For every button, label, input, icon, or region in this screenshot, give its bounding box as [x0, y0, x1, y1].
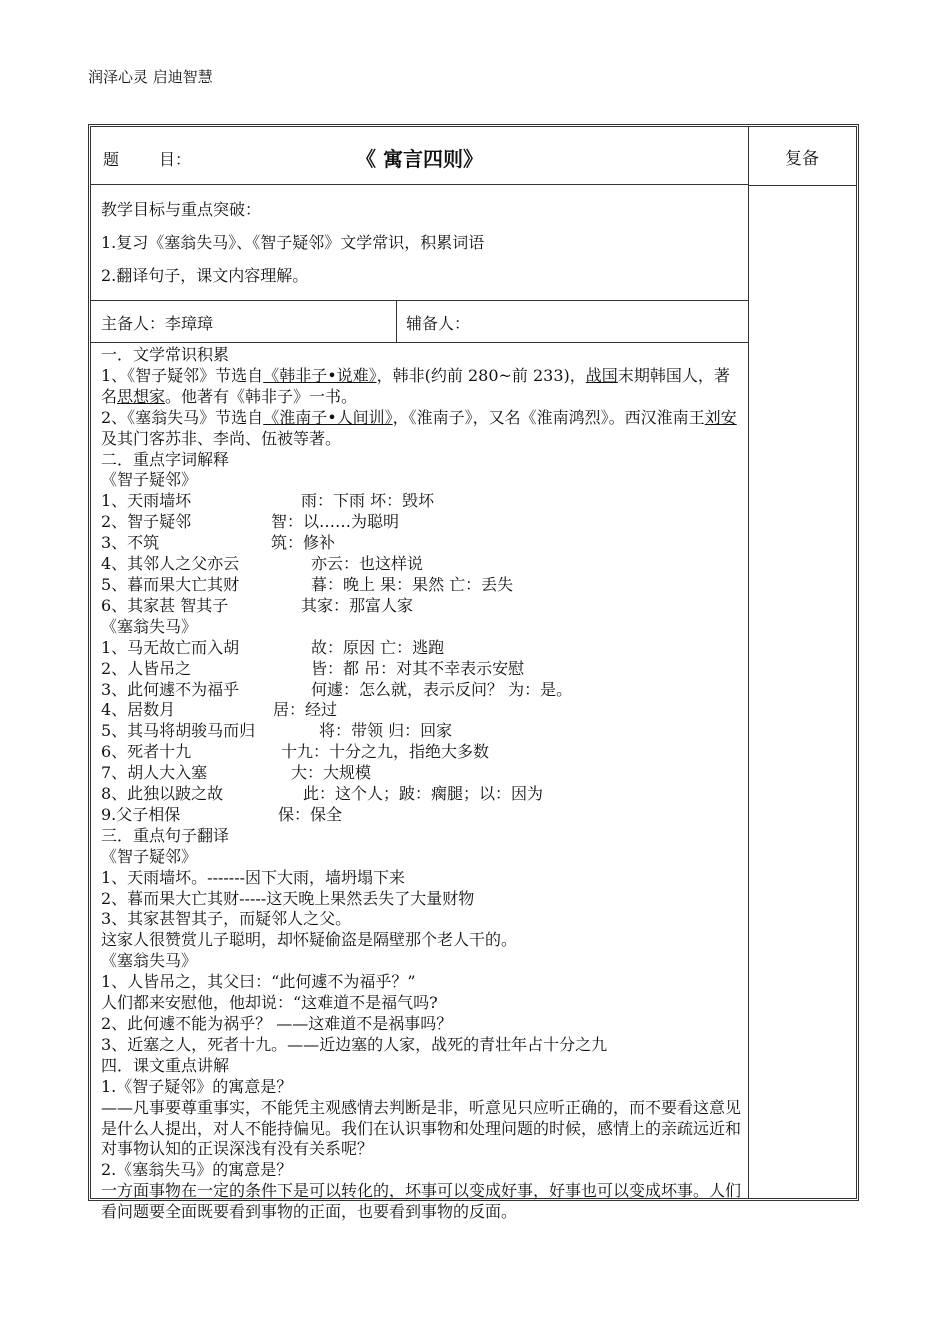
- vocab-item: [101, 575, 741, 596]
- vocab-phrase: 2、人皆吊之: [101, 658, 192, 678]
- vocab-phrase: 2、智子疑邻: [101, 512, 192, 532]
- vocab-phrase: 4、其邻人之父亦云: [101, 554, 240, 574]
- vocab-meaning: 居：经过: [273, 700, 338, 720]
- vocab-phrase: 1、天雨墙坏: [101, 491, 192, 511]
- section-4-question-2: 2.《塞翁失马》的寓意是？: [101, 1160, 293, 1180]
- goal-item-1: 1.复习《塞翁失马》、《智子疑邻》文学常识，积累词语: [101, 233, 485, 252]
- section-1-para-2: 2、《塞翁失马》节选自《淮南子•人间训》，《淮南子》，又名《淮南鸿烈》。西汉淮南王刘安及其门客苏非、李尚、伍被等著。: [101, 407, 737, 448]
- vocab-item: [101, 721, 741, 742]
- section-1-para-1: 1、《智子疑邻》节选自《韩非子•说难》，韩非(约前 280~前 233)，战国末期韩国人，著名思想家。他著有《韩非子》一书。: [101, 365, 730, 406]
- assistant-preparer: 辅备人：: [406, 314, 471, 333]
- goal-item-2: 2.翻译句子，课文内容理解。: [101, 266, 309, 285]
- section-4-answer-2: 一方面事物在一定的条件下是可以转化的，坏事可以变成好事，好事也可以变成坏事。人们看问题要全面既要看到事物的正面，也要看到事物的反面。: [101, 1181, 742, 1222]
- vocab-item: [101, 512, 741, 533]
- translation-line: 1、天雨墙坏。-------因下大雨，墙坍塌下来: [101, 867, 406, 887]
- vocab-phrase: 6、死者十九: [101, 742, 192, 762]
- vocab-phrase: 1、马无故亡而入胡: [101, 637, 240, 657]
- translation-line: 3、近塞之人，死者十九。——近边塞的人家，战死的青壮年占十分之九: [101, 1034, 608, 1054]
- vocab-item: [101, 784, 741, 805]
- vocab-item: [101, 805, 741, 826]
- vocab-phrase: 3、不筑: [101, 533, 160, 553]
- section-3-title: 三．重点句子翻译: [101, 825, 230, 845]
- vocab-item: [101, 596, 741, 617]
- section-1-title: 一．文学常识积累: [101, 345, 230, 364]
- vocab-item: [101, 638, 741, 659]
- column-divider: [748, 127, 749, 1198]
- vocab-phrase: 4、居数月: [101, 700, 176, 720]
- translation-line: 人们都来安慰他，他却说：“这难道不是福气吗?: [101, 993, 438, 1013]
- vocab-meaning: 亦云：也这样说: [311, 554, 424, 574]
- vocab-phrase: 5、其马将胡骏马而归: [101, 721, 256, 741]
- review-column-label: 复备: [748, 127, 856, 186]
- goals-row: [91, 185, 748, 301]
- lesson-content: [101, 345, 741, 1223]
- vocab-meaning: 故：原因 亡：逃跑: [311, 637, 445, 657]
- translation-line: 3、其家甚智其子，而疑邻人之父。: [101, 909, 352, 929]
- vocab-phrase: 6、其家甚 智其子: [101, 595, 229, 615]
- vocab-meaning: 其家：那富人家: [301, 595, 414, 615]
- section-4-answer-1: ——凡事要尊重事实，不能凭主观感情去判断是非，听意见只应听正确的，而不要看这意见是什么人提出，对人不能持偏见。我们在认识事物和处理问题的时候，感情上的亲疏远近和对事物认知的正误深浅有没有关系呢？: [101, 1097, 742, 1159]
- vocab-meaning: 何遽：怎么就，表示反问？ 为：是。: [311, 679, 573, 699]
- vocab-item: [101, 742, 741, 763]
- vocab-item: [101, 680, 741, 701]
- vocab-meaning: 智：以……为聪明: [271, 512, 400, 532]
- preparer-divider: [396, 301, 397, 342]
- vocab-meaning: 保：保全: [278, 804, 343, 824]
- section-3-book-2: 《塞翁失马》: [101, 951, 198, 971]
- vocab-meaning: 十九：十分之九，指绝大多数: [281, 742, 490, 762]
- translation-line: 2、此何遽不能为祸乎？ ——这难道不是祸事吗？: [101, 1014, 453, 1033]
- section-4-question-1: 1.《智子疑邻》的寓意是？: [101, 1076, 293, 1096]
- title-row: [91, 127, 748, 185]
- section-2-title: 二．重点字词解释: [101, 449, 230, 469]
- vocab-item: [101, 554, 741, 575]
- translation-line: 2、暮而果大亡其财-----这天晚上果然丢失了大量财物: [101, 888, 475, 908]
- vocab-meaning: 将：带领 归：回家: [319, 721, 453, 741]
- vocab-list-1: [101, 491, 741, 616]
- vocab-phrase: 5、暮而果大亡其财: [101, 574, 240, 594]
- goals-heading: 教学目标与重点突破：: [101, 200, 262, 219]
- vocab-item: [101, 763, 741, 784]
- vocab-phrase: 8、此独以跛之故: [101, 784, 224, 804]
- main-preparer: 主备人：李璋璋: [101, 314, 214, 333]
- section-4-title: 四．课文重点讲解: [101, 1055, 230, 1075]
- section-2-book-2: 《塞翁失马》: [101, 616, 198, 636]
- vocab-item: [101, 533, 741, 554]
- page-header: 润泽心灵 启迪智慧: [88, 68, 213, 86]
- vocab-meaning: 大：大规模: [291, 763, 372, 783]
- vocab-item: [101, 491, 741, 512]
- vocab-meaning: 雨：下雨 坏：毁坏: [301, 491, 435, 511]
- vocab-meaning: 此：这个人；跛：瘸腿；以：因为: [303, 784, 544, 804]
- vocab-item: [101, 700, 741, 721]
- preparer-row: [91, 301, 748, 343]
- lesson-plan-table: [88, 124, 859, 1222]
- vocab-phrase: 7、胡人大入塞: [101, 763, 208, 783]
- vocab-phrase: 3、此何遽不为福乎: [101, 679, 240, 699]
- translation-line: 1、人皆吊之，其父曰：“此何遽不为福乎？”: [101, 972, 416, 992]
- vocab-item: [101, 659, 741, 680]
- translation-line: 这家人很赞赏儿子聪明，却怀疑偷盗是隔壁那个老人干的。: [101, 930, 518, 950]
- vocab-phrase: 9.父子相保: [101, 804, 181, 824]
- vocab-meaning: 皆：都 吊：对其不幸表示安慰: [311, 658, 525, 678]
- section-2-book-1: 《智子疑邻》: [101, 470, 198, 490]
- vocab-meaning: 筑：修补: [271, 533, 336, 553]
- section-3-book-1: 《智子疑邻》: [101, 846, 198, 866]
- vocab-list-2: [101, 638, 741, 826]
- lesson-title: 《 寓言四则》: [356, 147, 483, 171]
- title-label: 题 目：: [103, 150, 192, 169]
- vocab-meaning: 暮：晚上 果：果然 亡：丢失: [311, 574, 514, 594]
